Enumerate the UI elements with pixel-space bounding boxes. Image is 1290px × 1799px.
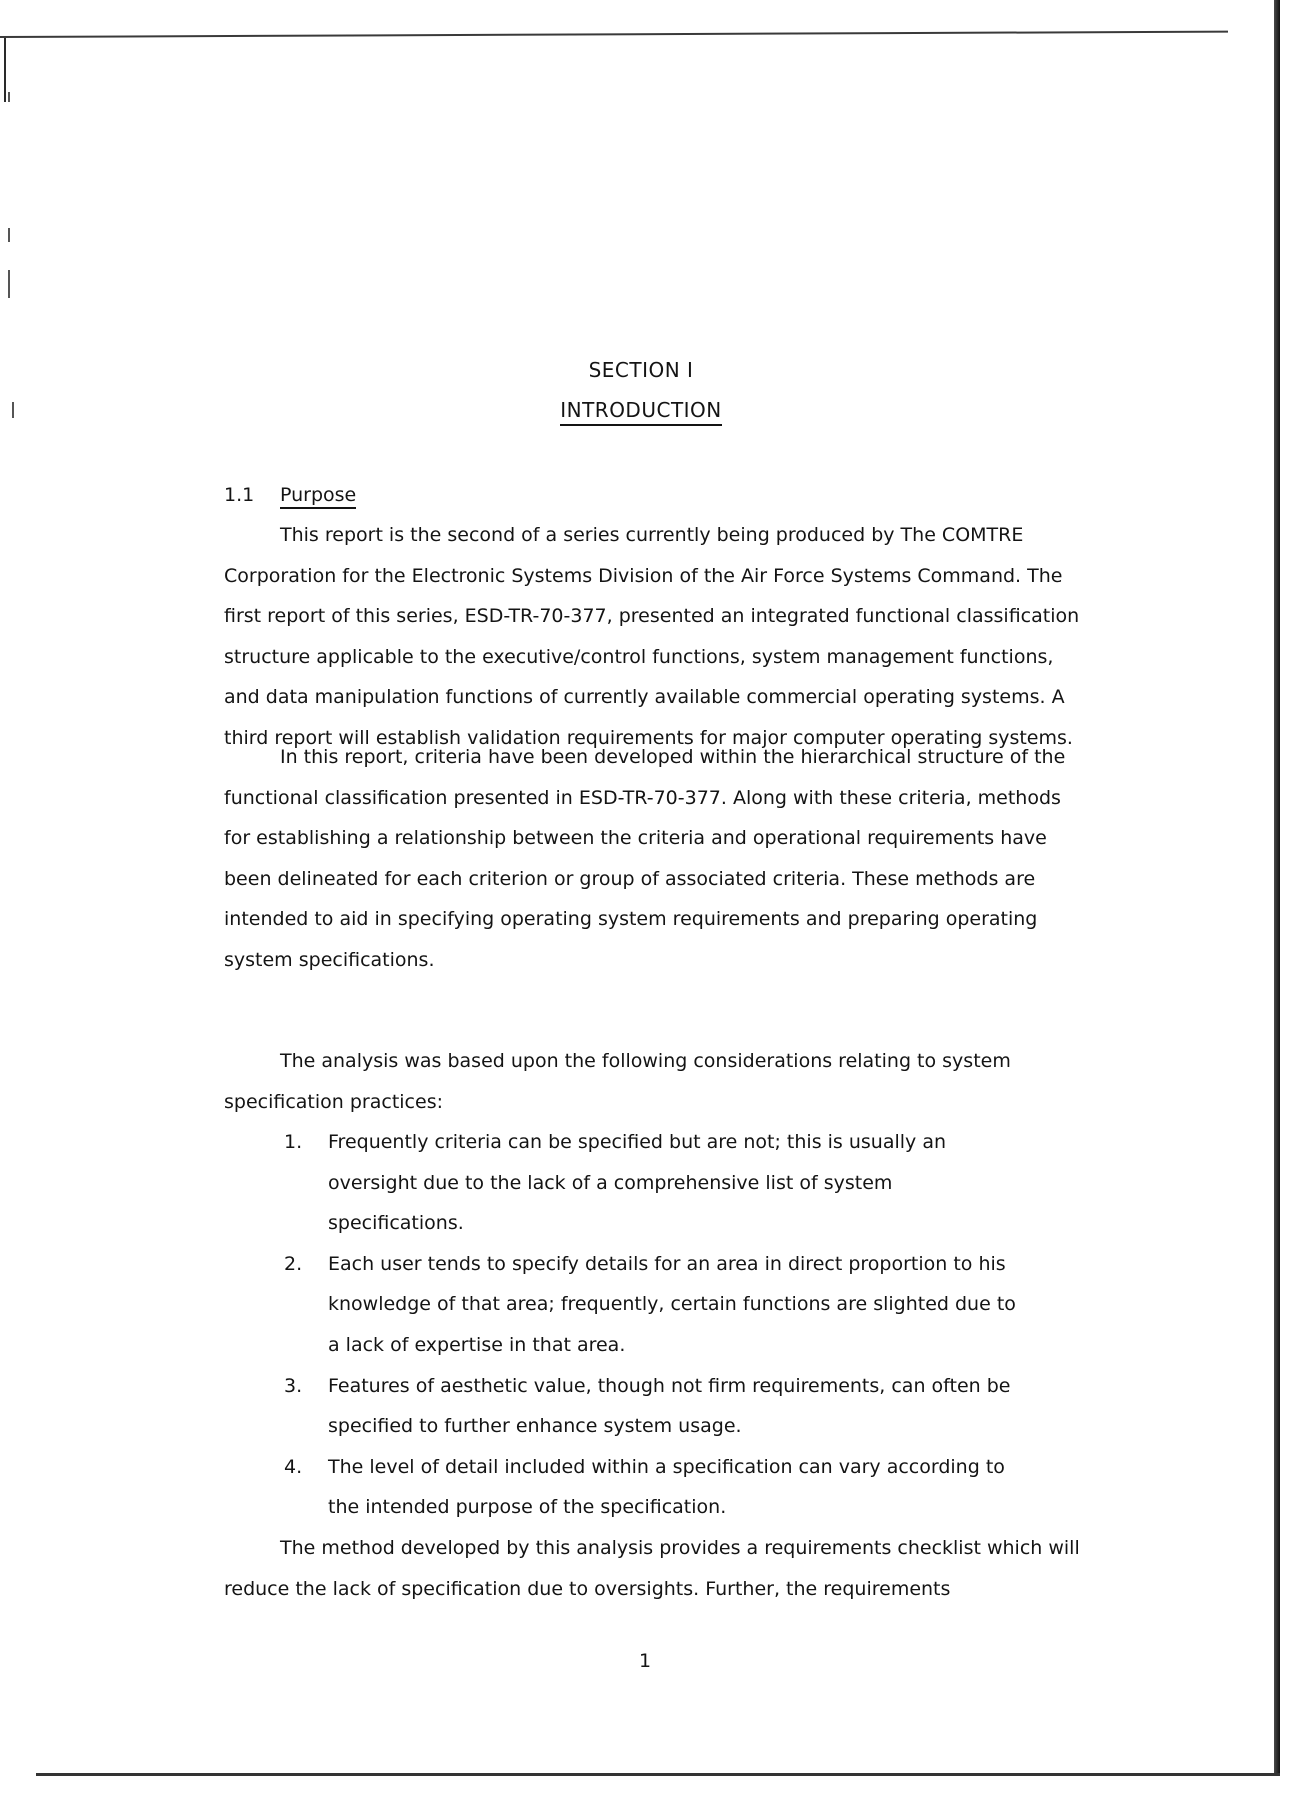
scan-speck [8,270,10,298]
list-item-text: Each user tends to specify details for an area in direct proportion to his knowledge of that area; frequently, certain functions are slighted due to a lack of expertise in that area. [328,1252,1016,1356]
list-item-number: 1. [284,1131,303,1153]
scan-edge-left [4,38,6,102]
scan-edge-bottom [36,1773,1280,1776]
list-item-text: The level of detail included within a specification can vary according to the intended purpose of the specification. [328,1455,1005,1519]
section-label: SECTION I [588,358,694,382]
section-title [0,398,1286,422]
paragraph-text: In this report, criteria have been developed within the hierarchical structure of the functional classification presented in ESD-TR-70-377. Along with these criteria, methods for establishing a relationship between the criteria and operational requirements have been delineated for each criterion or group of associated criteria. These methods are intended to aid in specifying operating system requirements and preparing operating system specifications. [224,746,1066,971]
list-item-text: Frequently criteria can be specified but are not; this is usually an oversight due to the lack of a comprehensive list of system specifications. [328,1131,947,1235]
paragraph [224,515,1084,759]
list-item [284,1122,1024,1244]
paragraph [224,1041,1084,1122]
list-item-text: Features of aesthetic value, though not firm requirements, can often be specified to further enhance system usage. [328,1374,1011,1438]
list-item-number: 2. [284,1252,303,1275]
paragraph [224,737,1084,981]
section-title-text: INTRODUCTION [560,398,722,426]
subsection-heading [224,484,356,506]
paragraph-text: This report is the second of a series currently being produced by The COMTRE Corporation for the Electronic Systems Division of the Air Force Systems Command. The first report of this series, ESD-TR-70-377, presented an integrated functional classification structure applicable to the executive/control functions, system management functions, and data manipulation functions of currently available commercial operating systems. A third report will establish validation requirements for major computer operating systems. [224,524,1080,749]
list-item [284,1366,1024,1447]
page-number: 1 [638,1650,652,1672]
list-item [284,1244,1024,1366]
paragraph-text: The analysis was based upon the following considerations relating to system specification practices: [224,1050,1011,1113]
list-item-number: 3. [284,1374,303,1397]
scan-speck [8,228,10,242]
scan-edge-right [1274,0,1280,1775]
list-item-number: 4. [284,1455,303,1478]
list-item [284,1447,1024,1528]
subsection-number: 1.1 [224,484,255,506]
paragraph [224,1528,1084,1609]
scan-speck [8,92,10,102]
scan-edge-top [0,31,1228,38]
paragraph-text: The method developed by this analysis provides a requirements checklist which will reduce the lack of specification due to oversights. Further, the requirements [224,1537,1080,1600]
considerations-list [284,1122,1024,1528]
subsection-title: Purpose [280,484,356,509]
